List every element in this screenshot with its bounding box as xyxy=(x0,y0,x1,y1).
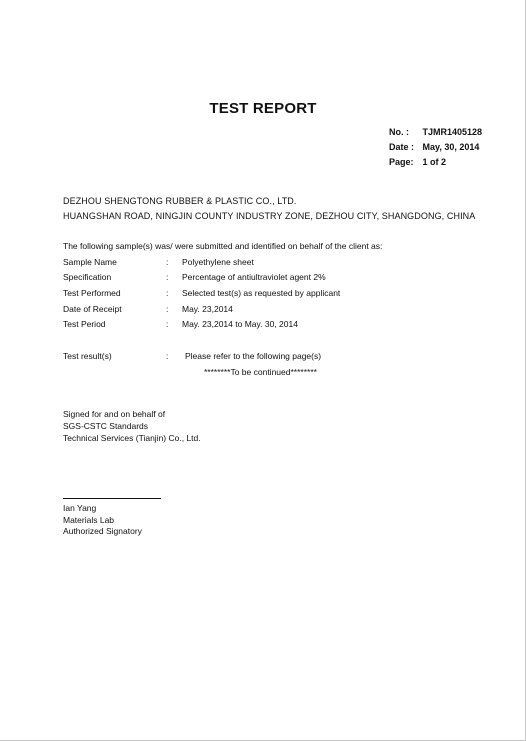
test-result-colon: : xyxy=(166,351,169,361)
signature-line xyxy=(63,498,161,499)
detail-value-test-performed: Selected test(s) as requested by applicant xyxy=(182,288,341,298)
detail-label-test-period: Test Period xyxy=(63,319,106,329)
report-number-value: TJMR1405128 xyxy=(422,127,483,137)
signed-line-3: Technical Services (Tianjin) Co., Ltd. xyxy=(63,433,201,443)
test-result-label: Test result(s) xyxy=(63,351,112,361)
detail-colon: : xyxy=(166,272,169,282)
signed-line-2: SGS-CSTC Standards xyxy=(63,421,149,431)
detail-label-specification: Specification xyxy=(63,272,112,282)
page-title: TEST REPORT xyxy=(209,100,317,117)
detail-label-date-of-receipt: Date of Receipt xyxy=(63,304,122,314)
test-result-value: Please refer to the following page(s) xyxy=(185,351,322,361)
report-date-value: May, 30, 2014 xyxy=(422,142,480,152)
signatory-role: Authorized Signatory xyxy=(63,526,142,536)
detail-colon: : xyxy=(166,288,169,298)
detail-value-date-of-receipt: May. 23,2014 xyxy=(182,304,233,314)
detail-label-sample-name: Sample Name xyxy=(63,257,117,267)
report-page xyxy=(389,157,446,167)
intro-text: The following sample(s) was/ were submitted and identified on behalf of the client as: xyxy=(63,241,383,251)
report-date xyxy=(389,142,479,152)
client-address: HUANGSHAN ROAD, NINGJIN COUNTY INDUSTRY ZONE, DEZHOU CITY, SHANGDONG, CHINA xyxy=(63,211,476,221)
report-page-value: 1 of 2 xyxy=(422,157,447,167)
detail-colon: : xyxy=(166,304,169,314)
to-be-continued: ********To be continued******** xyxy=(204,367,317,377)
signed-line-1: Signed for and on behalf of xyxy=(63,409,166,419)
detail-value-sample-name: Polyethylene sheet xyxy=(182,257,254,267)
signatory-name: Ian Yang xyxy=(63,503,97,513)
detail-value-test-period: May. 23,2014 to May. 30, 2014 xyxy=(182,319,298,329)
detail-value-specification: Percentage of antiultraviolet agent 2% xyxy=(182,272,326,282)
detail-colon: : xyxy=(166,257,169,267)
detail-label-test-performed: Test Performed xyxy=(63,288,121,298)
report-page-label: Page: xyxy=(389,157,414,167)
signatory-department: Materials Lab xyxy=(63,515,115,525)
client-name: DEZHOU SHENGTONG RUBBER & PLASTIC CO., LTD. xyxy=(63,196,297,206)
detail-colon: : xyxy=(166,319,169,329)
report-number-label: No. : xyxy=(389,127,409,137)
report-date-label: Date : xyxy=(389,142,415,152)
report-number xyxy=(389,127,482,137)
